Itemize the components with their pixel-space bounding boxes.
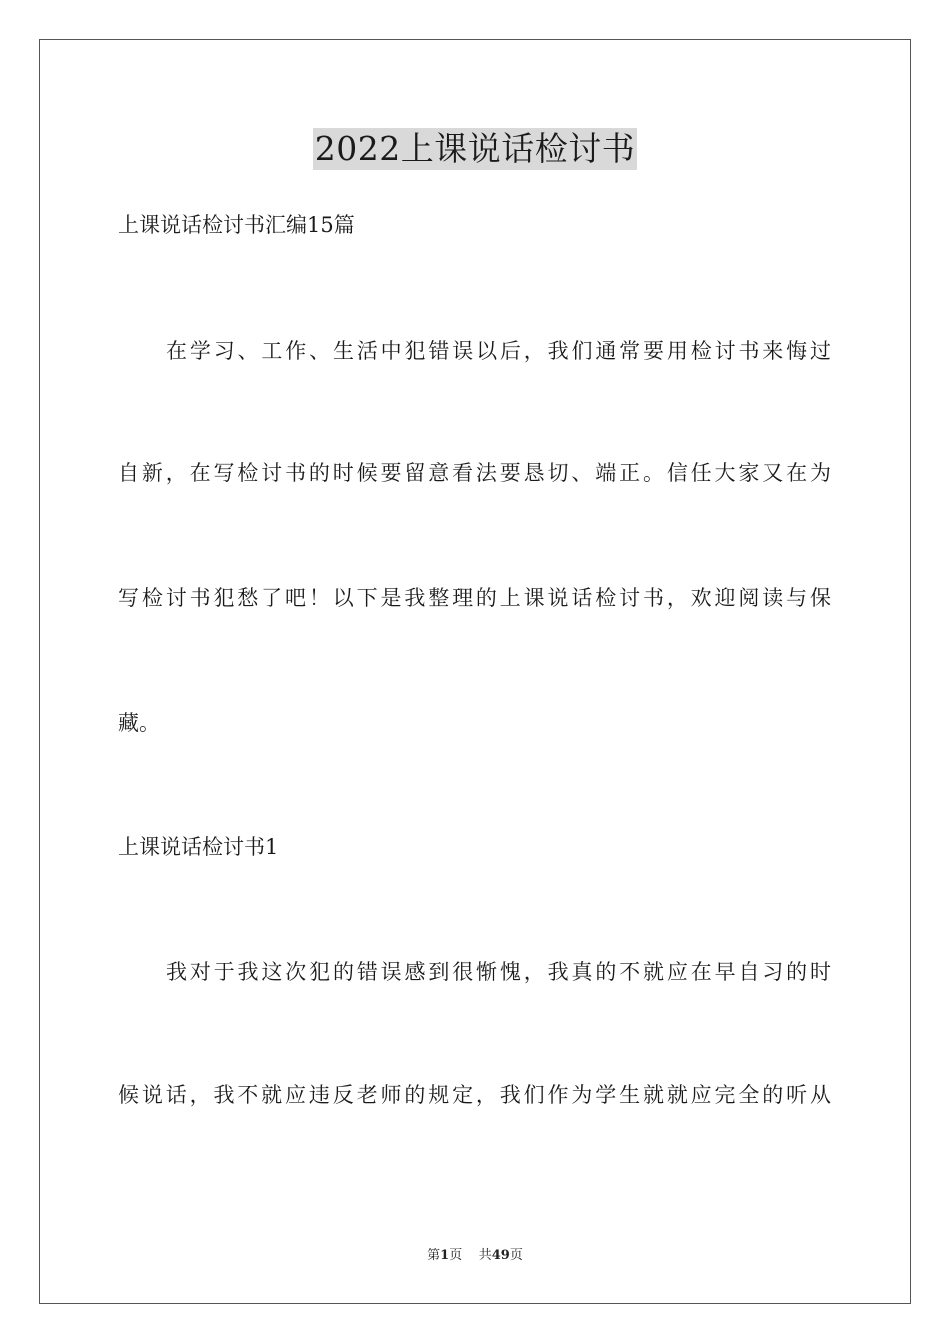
section-heading: 上课说话检讨书1 xyxy=(118,835,279,859)
footer-page-prefix: 第 xyxy=(427,1248,441,1263)
intro-line-2: 自新，在写检讨书的时候要留意看法要恳切、端正。信任大家又在为 xyxy=(118,461,831,485)
page-footer xyxy=(0,1247,950,1265)
intro-line-1: 在学习、工作、生活中犯错误以后，我们通常要用检讨书来悔过 xyxy=(166,339,831,363)
document-subtitle: 上课说话检讨书汇编15篇 xyxy=(118,213,355,237)
title-container xyxy=(0,128,950,170)
footer-page-number: 1 xyxy=(440,1248,450,1263)
footer-total-suffix: 页 xyxy=(509,1248,523,1263)
footer-total-prefix: 共 xyxy=(478,1248,492,1263)
section-line-2: 候说话，我不就应违反老师的规定，我们作为学生就就应完全的听从 xyxy=(118,1083,831,1107)
intro-line-4: 藏。 xyxy=(118,711,160,735)
intro-line-3: 写检讨书犯愁了吧！以下是我整理的上课说话检讨书，欢迎阅读与保 xyxy=(118,586,831,610)
document-title: 2022上课说话检讨书 xyxy=(314,129,636,168)
footer-total-pages: 49 xyxy=(491,1248,510,1263)
footer-page-suffix: 页 xyxy=(449,1248,463,1263)
section-line-1: 我对于我这次犯的错误感到很惭愧，我真的不就应在早自习的时 xyxy=(166,960,831,984)
